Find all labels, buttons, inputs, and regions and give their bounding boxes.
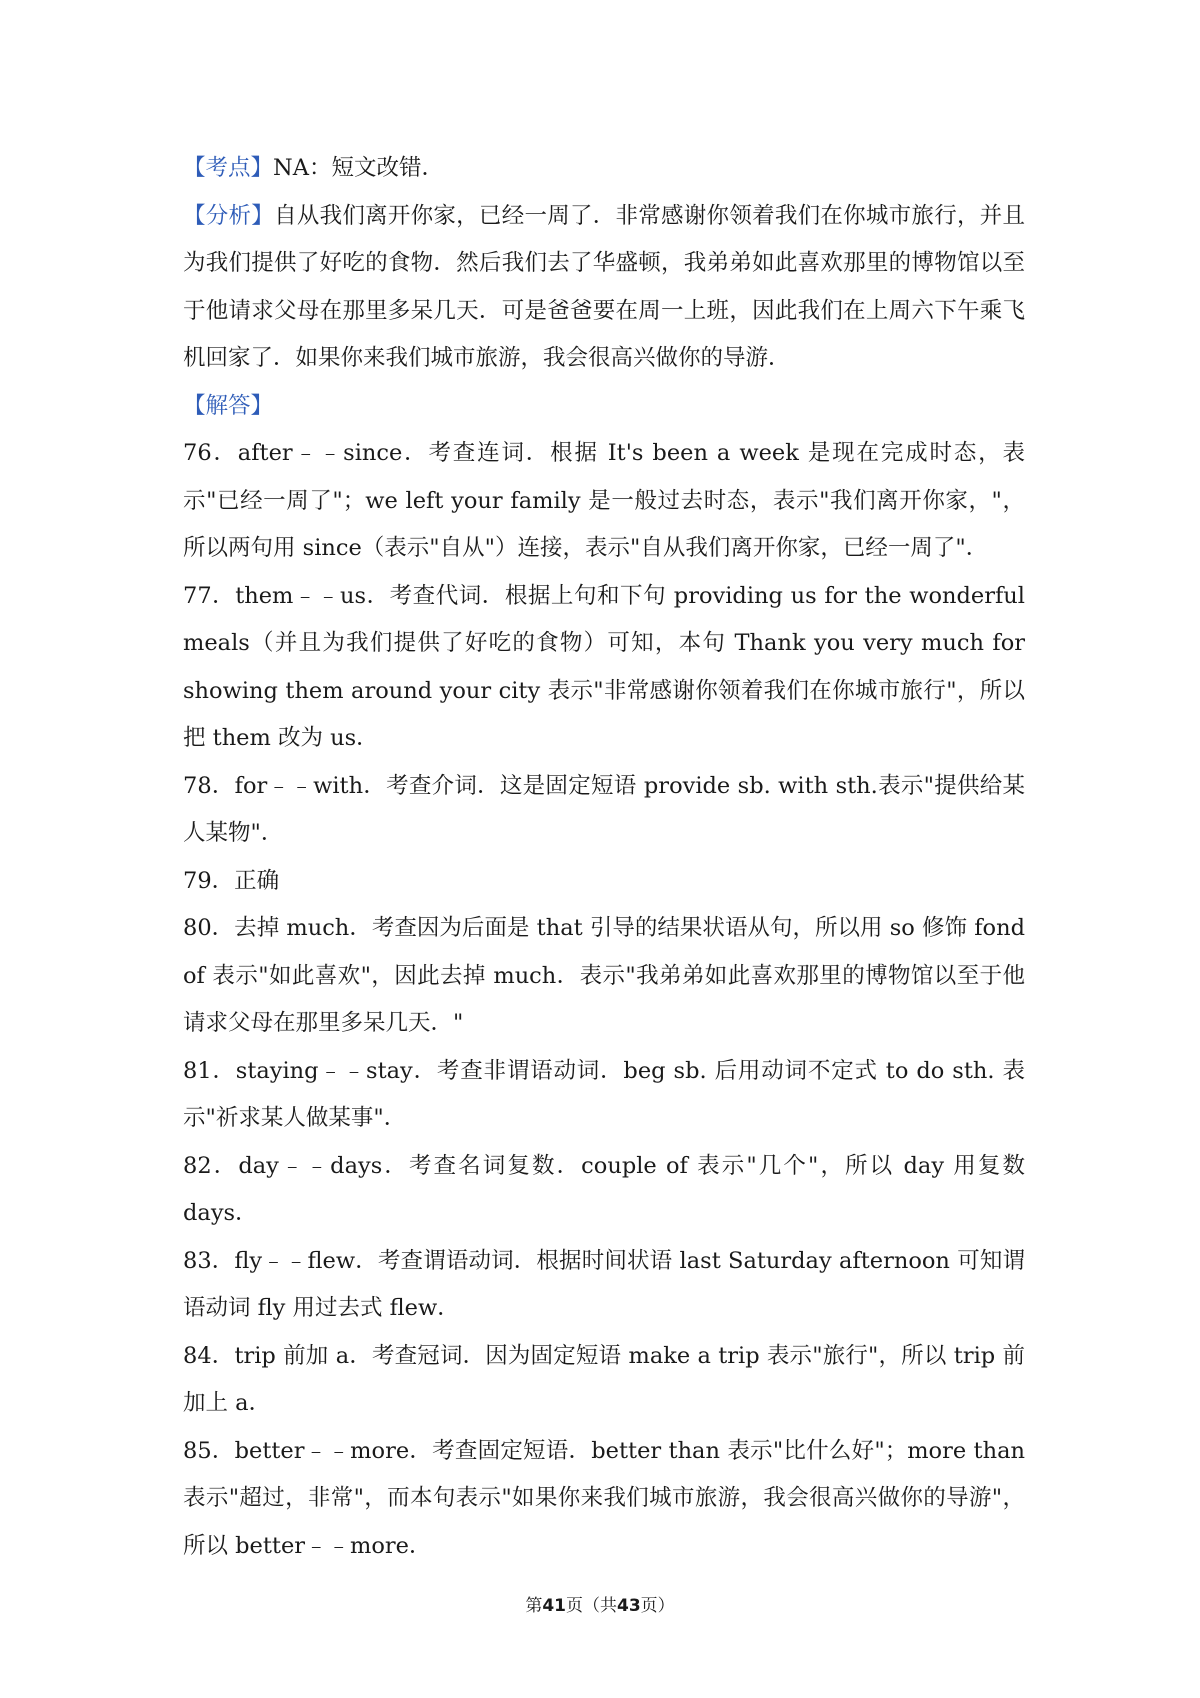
footer-current-page: 41: [542, 1596, 566, 1616]
jieda-tag: 【解答】: [183, 392, 274, 419]
fenxi-text: 自从我们离开你家，已经一周了．非常感谢你领着我们在你城市旅行，并且为我们提供了好吃的食物．然后我们去了华盛顿，我弟弟如此喜欢那里的博物馆以至于他请求父母在那里多呆几天．可是爸爸要在周一上班，因此我们在上周六下午乘飞机回家了．如果你来我们城市旅游，我会很高兴做你的导游．: [183, 202, 1025, 371]
document-body: [183, 145, 1025, 1570]
answer-item-84: 84．trip 前加 a．考查冠词．因为固定短语 make a trip 表示"旅行"，所以 trip 前加上 a．: [183, 1342, 1025, 1416]
answer-item-77: 77．them﹣﹣us．考查代词．根据上句和下句 providing us for the wonderful meals（并且为我们提供了好吃的食物）可知，本句 Thank you very much for showing them around your city 表示"非常感谢你领着我们在你城市旅行"，所以把 them 改为 us．: [183, 582, 1025, 751]
footer-middle: 页（共: [566, 1596, 617, 1616]
kaodian-tag: 【考点】: [183, 155, 274, 181]
footer-total-pages: 43: [617, 1596, 641, 1616]
fenxi-tag: 【分析】: [183, 202, 275, 229]
answer-item-81: 81．staying﹣﹣stay．考查非谓语动词．beg sb. 后用动词不定式 to do sth. 表示"祈求某人做某事"．: [183, 1057, 1025, 1131]
jieda-paragraph: [183, 383, 1025, 431]
fenxi-paragraph: [183, 193, 1025, 383]
answer-item-78: 78．for﹣﹣with．考查介词．这是固定短语 provide sb. with sth.表示"提供给某人某物"．: [183, 772, 1025, 846]
kaodian-text: NA：短文改错．: [273, 155, 444, 181]
answer-item-82: 82．day﹣﹣days．考查名词复数．couple of 表示"几个"，所以 day 用复数 days．: [183, 1152, 1025, 1226]
answer-item-80: 80．去掉 much．考查因为后面是 that 引导的结果状语从句，所以用 so 修饰 fond of 表示"如此喜欢"，因此去掉 much．表示"我弟弟如此喜欢那里的博物馆以至于他请求父母在那里多呆几天．": [183, 915, 1025, 1036]
answer-item-76: 76．after﹣﹣since．考查连词．根据 It's been a week 是现在完成时态，表示"已经一周了"；we left your family 是一般过去时态，表示"我们离开你家，"，所以两句用 since（表示"自从"）连接，表示"自从我们离开你家，已经一周了"．: [183, 440, 1025, 561]
kaodian-paragraph: [183, 145, 1025, 193]
answer-item-83: 83．fly﹣﹣flew．考查谓语动词．根据时间状语 last Saturday afternoon 可知谓语动词 fly 用过去式 flew．: [183, 1247, 1025, 1321]
page-footer: [0, 1591, 1200, 1616]
footer-prefix: 第: [525, 1596, 543, 1616]
footer-suffix: 页）: [640, 1596, 675, 1616]
answer-item-79: 79．正确: [183, 867, 280, 894]
answer-item-85: 85．better﹣﹣more．考查固定短语．better than 表示"比什么好"；more than 表示"超过，非常"，而本句表示"如果你来我们城市旅游，我会很高兴做你的导游"，所以 better﹣﹣more．: [183, 1437, 1025, 1559]
